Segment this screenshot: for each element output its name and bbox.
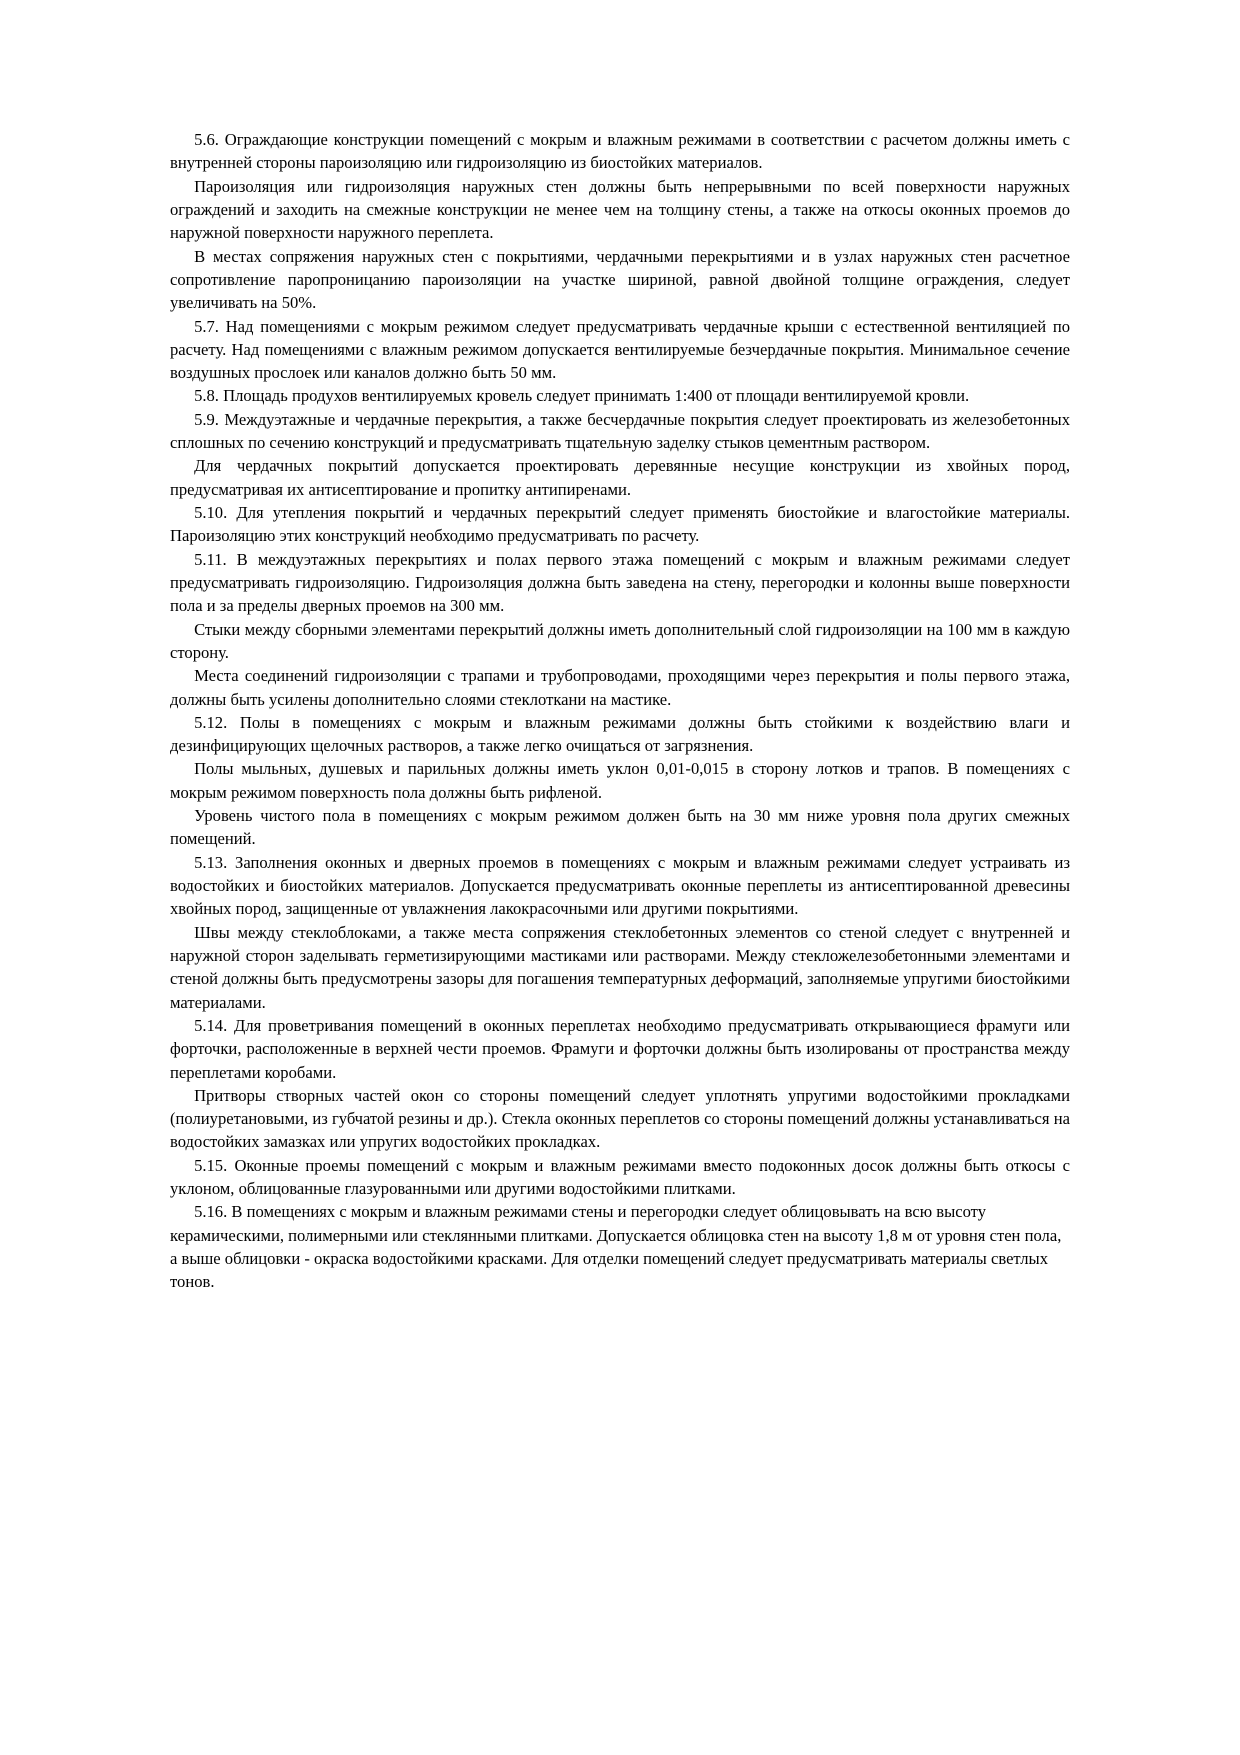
paragraph-attic-coverings: Для чердачных покрытий допускается проектировать деревянные несущие конструкции из хвойных пород, предусматривая их антисептирование и пропитку антипиренами. [170,456,1070,499]
paragraph-5-16: 5.16. В помещениях с мокрым и влажным режимами стены и перегородки следует облицовывать на всю высоту керамическими, полимерными или стеклянными плитками. Допускается облицовка стен на высоту 1,8 м от уровня стен пола, а выше облицовки - окраска водостойкими красками. Для отделки помещений следует предусматривать материалы светлых тонов. [170,1202,1062,1292]
paragraph-5-12: 5.12. Полы в помещениях с мокрым и влажным режимами должны быть стойкими к воздействию влаги и дезинфицирующих щелочных растворов, а также легко очищаться от загрязнения. [170,712,1070,756]
paragraph-floors-slope: Полы мыльных, душевых и парильных должны иметь уклон 0,01-0,015 в сторону лотков и трапов. В помещениях с мокрым режимом поверхность пола должны быть рифленой. [170,759,1070,802]
paragraph-glass-blocks: Швы между стеклоблоками, а также места сопряжения стеклобетонных элементов со стеной следует с внутренней и наружной сторон заделывать герметизирующими мастиками или растворами. Между стекложелезобетонными элементами и стеной должны быть предусмотрены зазоры для погашения температурных деформаций, заполняемые упругими биостойкими материалами. [170,922,1070,1012]
paragraph-window-seals: Притворы створных частей окон со стороны помещений следует уплотнять упругими водостойкими прокладками (полиуретановыми, из губчатой резины и др.). Стекла оконных переплетов со стороны помещений должны устанавливаться на водостойких замазках или упругих водостойких прокладках. [170,1085,1070,1152]
paragraph-waterproofing-connections: Места соединений гидроизоляции с трапами и трубопроводами, проходящими через перекрытия и полы первого этажа, должны быть усилены дополнительно слоями стеклоткани на мастике. [170,666,1070,709]
paragraph-5-15: 5.15. Оконные проемы помещений с мокрым и влажным режимами вместо подоконных досок должны быть откосы с уклоном, облицованные глазурованными или другими водостойкими плитками. [170,1155,1070,1199]
paragraph-5-13: 5.13. Заполнения оконных и дверных проемов в помещениях с мокрым и влажным режимами следует устраивать из водостойких и биостойких материалов. Допускается предусматривать оконные переплеты из антисептированной древесины хвойных пород, защищенные от увлажнения лакокрасочными или другими покрытиями. [170,852,1070,919]
document-text-body [170,128,1070,1294]
paragraph-joints: Стыки между сборными элементами перекрытий должны иметь дополнительный слой гидроизоляции на 100 мм в каждую сторону. [170,619,1070,662]
paragraph-5-10: 5.10. Для утепления покрытий и чердачных перекрытий следует применять биостойкие и влагостойкие материалы. Пароизоляцию этих конструкций необходимо предусматривать по расчету. [170,503,1070,546]
paragraph-junctions: В местах сопряжения наружных стен с покрытиями, чердачными перекрытиями и в узлах наружных стен расчетное сопротивление паропроницанию пароизоляции на участке шириной, равной двойной толщине ограждения, следует увеличивать на 50%. [170,246,1070,313]
paragraph-5-6: 5.6. Ограждающие конструкции помещений с мокрым и влажным режимами в соответствии с расчетом должны иметь с внутренней стороны пароизоляцию или гидроизоляцию из биостойких материалов. [170,130,1070,173]
paragraph-5-7: 5.7. Над помещениями с мокрым режимом следует предусматривать чердачные крыши с естественной вентиляцией по расчету. Над помещениями с влажным режимом допускается вентилируемые безчердачные покрытия. Минимальное сечение воздушных прослоек или каналов должно быть 50 мм. [170,316,1070,383]
paragraph-floor-level: Уровень чистого пола в помещениях с мокрым режимом должен быть на 30 мм ниже уровня пола других смежных помещений. [170,806,1070,849]
paragraph-5-14: 5.14. Для проветривания помещений в оконных переплетах необходимо предусматривать открывающиеся фрамуги или форточки, расположенные в верхней чести проемов. Фрамуги и форточки должны быть изолированы от пространства между переплетами коробами. [170,1015,1070,1082]
paragraph-5-9: 5.9. Междуэтажные и чердачные перекрытия, а также бесчердачные покрытия следует проектировать из железобетонных сплошных по сечению конструкций и предусматривать тщательную заделку стыков цементным раствором. [170,409,1070,453]
paragraph-5-8: 5.8. Площадь продухов вентилируемых кровель следует принимать 1:400 от площади вентилируемой кровли. [194,386,970,406]
paragraph-5-11: 5.11. В междуэтажных перекрытиях и полах первого этажа помещений с мокрым и влажным режимами следует предусматривать гидроизоляцию. Гидроизоляция должна быть заведена на стену, перегородки и колонны выше поверхности пола и за пределы дверных проемов на 300 мм. [170,549,1070,616]
paragraph-vapor-barrier: Пароизоляция или гидроизоляция наружных стен должны быть непрерывными по всей поверхности наружных ограждений и заходить на смежные конструкции не менее чем на толщину стены, а также на откосы оконных проемов до наружной поверхности наружного переплета. [170,176,1070,243]
